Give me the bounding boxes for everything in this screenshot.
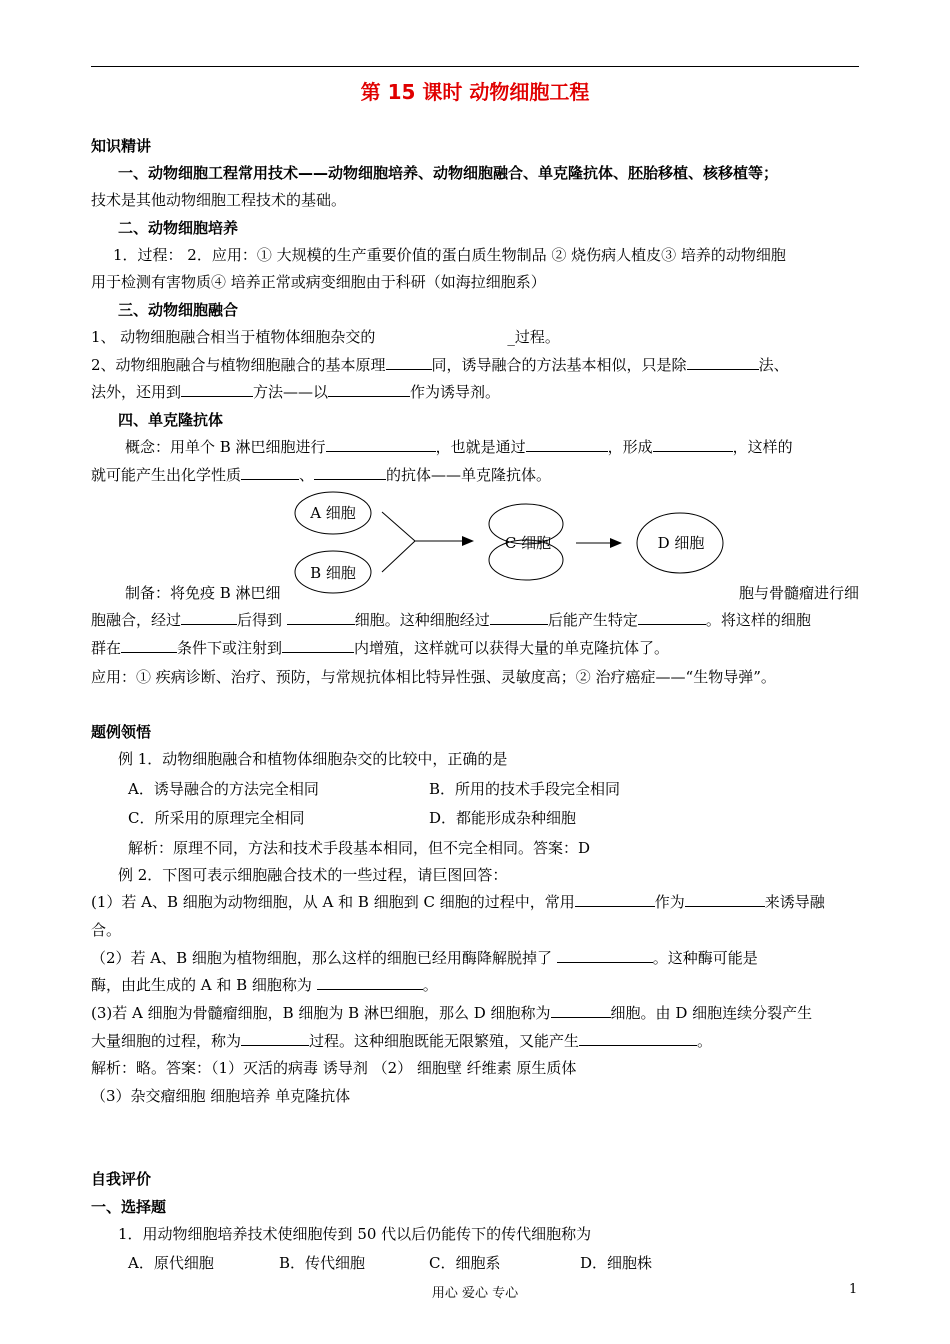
text-fragment: 作为 bbox=[654, 893, 685, 911]
text-fragment: 、 bbox=[299, 466, 315, 484]
fill-blank[interactable] bbox=[575, 892, 655, 907]
question-stem: 1．用动物细胞培养技术使细胞传到 50 代以后仍能传下的传代细胞称为 bbox=[118, 1225, 592, 1243]
text-fragment: （2）若 A、B 细胞为植物细胞，那么这样的细胞已经用酶降解脱掉了 bbox=[91, 949, 557, 967]
answer-line: （3）杂交瘤细胞 细胞培养 单克隆抗体 bbox=[91, 1087, 351, 1105]
fill-blank[interactable] bbox=[579, 1031, 697, 1046]
text-line bbox=[91, 638, 859, 658]
text-fragment: (1）若 A、B 细胞为动物细胞，从 A 和 B 细胞到 C 细胞的过程中，常用 bbox=[91, 893, 575, 911]
merge-line-bottom bbox=[382, 541, 415, 572]
text-fragment: ，也就是通过 bbox=[435, 438, 526, 456]
fill-blank[interactable] bbox=[121, 638, 177, 653]
choice-d: D．都能形成杂种细胞 bbox=[429, 809, 577, 827]
fill-blank[interactable] bbox=[685, 892, 765, 907]
question-stem: 例 2．下图可表示细胞融合技术的一些过程，请巨图回答： bbox=[118, 866, 508, 884]
text-line: 用于检测有害物质④ 培养正常或病变细胞由于科研（如海拉细胞系） bbox=[91, 273, 546, 291]
text-line bbox=[91, 1031, 859, 1051]
text-fragment: 来诱导融 bbox=[764, 893, 825, 911]
choice-b: B．所用的技术手段完全相同 bbox=[429, 780, 621, 798]
choice-c: C．细胞系 bbox=[429, 1254, 501, 1272]
cell-b-label: B 细胞 bbox=[310, 564, 356, 582]
fill-blank[interactable] bbox=[181, 610, 237, 625]
fill-blank[interactable] bbox=[241, 1031, 309, 1046]
subsection-heading: 三、动物细胞融合 bbox=[118, 301, 239, 319]
question-stem: 例 1．动物细胞融合和植物体细胞杂交的比较中，正确的是 bbox=[118, 750, 508, 768]
text-line bbox=[91, 1003, 859, 1023]
arrow-2-head bbox=[610, 538, 622, 548]
merge-line-top bbox=[382, 512, 415, 541]
section-heading: 题例领悟 bbox=[91, 723, 152, 741]
text-fragment: 。这种酶可能是 bbox=[652, 949, 758, 967]
section-heading: 自我评价 bbox=[91, 1170, 152, 1188]
text-fragment: 细胞。这种细胞经过 bbox=[354, 611, 490, 629]
page-number: 1 bbox=[849, 1282, 858, 1297]
fill-blank[interactable] bbox=[287, 610, 355, 625]
text-fragment: 的抗体——单克隆抗体。 bbox=[386, 466, 552, 484]
text-fragment: 。 bbox=[422, 976, 438, 994]
text-line: 合。 bbox=[91, 921, 122, 939]
text-fragment: 。将这样的细胞 bbox=[705, 611, 811, 629]
text-fragment: 大量细胞的过程，称为 bbox=[91, 1032, 242, 1050]
text-fragment: 后能产生特定 bbox=[547, 611, 638, 629]
text-fragment: 后得到 bbox=[237, 611, 287, 629]
choice-a: A．诱导融合的方法完全相同 bbox=[128, 780, 319, 798]
text-line: 应用：① 疾病诊断、治疗、预防，与常规抗体相比特异性强、灵敏度高；② 治疗癌症——“生物导弹”。 bbox=[91, 668, 776, 686]
text-fragment: 胞融合，经过 bbox=[91, 611, 182, 629]
text-fragment: 过程。这种细胞既能无限繁殖，又能产生 bbox=[309, 1032, 580, 1050]
fill-blank[interactable] bbox=[638, 610, 706, 625]
text-line: 制备：将免疫 B 淋巴细 bbox=[125, 584, 281, 602]
fill-blank[interactable] bbox=[551, 1003, 611, 1018]
page-title: 第 15 课时 动物细胞工程 bbox=[360, 80, 590, 104]
fill-blank[interactable] bbox=[557, 948, 653, 963]
text-fragment: 方法——以 bbox=[253, 383, 329, 401]
text-fragment: 群在 bbox=[91, 639, 122, 657]
text-fragment: 同，诱导融合的方法基本相似，只是除 bbox=[431, 356, 687, 374]
text-fragment: 内增殖，这样就可以获得大量的单克隆抗体了。 bbox=[354, 639, 670, 657]
text-fragment: 酶，由此生成的 A 和 B 细胞称为 bbox=[91, 976, 317, 994]
cell-d-label: D 细胞 bbox=[657, 534, 705, 552]
text-fragment: 法外，还用到 bbox=[91, 383, 182, 401]
subsection-heading: 四、单克隆抗体 bbox=[118, 411, 224, 429]
choice-c: C．所采用的原理完全相同 bbox=[128, 809, 305, 827]
fill-blank[interactable] bbox=[282, 638, 354, 653]
text-fragment: 就可能产生出化学性质 bbox=[91, 466, 242, 484]
subsection-heading: 一、选择题 bbox=[91, 1198, 167, 1216]
text-fragment: 法、 bbox=[758, 356, 789, 374]
cell-c-label: C 细胞 bbox=[504, 534, 552, 552]
section-heading: 知识精讲 bbox=[91, 137, 152, 155]
subsection-heading: 二、动物细胞培养 bbox=[118, 219, 239, 237]
text-fragment: 条件下或注射到 bbox=[177, 639, 283, 657]
text-fragment: ，这样的 bbox=[732, 438, 793, 456]
text-fragment: _过程。 bbox=[507, 328, 560, 346]
choice-a: A．原代细胞 bbox=[128, 1254, 214, 1272]
text-line: 1．过程： 2．应用：① 大规模的生产重要价值的蛋白质生物制品 ② 烧伤病人植皮③ 培养的动物细胞 bbox=[113, 246, 786, 264]
heading-span: 一、动物细胞工程常用技术——动物细胞培养、动物细胞融合、单克隆抗体、胚胎移植、核移植等； bbox=[118, 164, 779, 182]
text-fragment: 概念：用单个 B 淋巴细胞进行 bbox=[125, 438, 326, 456]
cell-a-label: A 细胞 bbox=[310, 504, 356, 522]
arrow-1-head bbox=[462, 536, 474, 546]
text-line bbox=[91, 892, 859, 912]
explanation: 解析：原理不同，方法和技术手段基本相同，但不完全相同。答案：D bbox=[128, 839, 591, 857]
page-footer: 用心 爱心 专心 bbox=[431, 1286, 519, 1301]
text-fragment: ，形成 bbox=[607, 438, 653, 456]
fill-blank[interactable] bbox=[317, 975, 423, 990]
text-fragment: 2、动物细胞融合与植物细胞融合的基本原理 bbox=[91, 356, 386, 374]
answer-line: 解析：略。答案：（1）灭活的病毒 诱导剂 （2） 细胞壁 纤维素 原生质体 bbox=[91, 1059, 577, 1077]
text-fragment: 。 bbox=[697, 1032, 713, 1050]
text-line bbox=[91, 610, 859, 630]
text-line bbox=[91, 975, 859, 995]
text-fragment: 作为诱导剂。 bbox=[410, 383, 501, 401]
text-line: 胞与骨髓瘤进行细 bbox=[738, 584, 859, 602]
fill-blank[interactable] bbox=[490, 610, 548, 625]
text-line: 技术是其他动物细胞工程技术的基础。 bbox=[91, 191, 347, 209]
text-line bbox=[91, 948, 859, 968]
text-fragment: (3)若 A 细胞为骨髓瘤细胞，B 细胞为 B 淋巴细胞，那么 D 细胞称为 bbox=[91, 1004, 551, 1022]
text-fragment: 细胞。由 D 细胞连续分裂产生 bbox=[610, 1004, 813, 1022]
choice-d: D．细胞株 bbox=[580, 1254, 653, 1272]
choice-b: B．传代细胞 bbox=[279, 1254, 366, 1272]
text-fragment: 1、 动物细胞融合相当于植物体细胞杂交的 bbox=[91, 328, 376, 346]
